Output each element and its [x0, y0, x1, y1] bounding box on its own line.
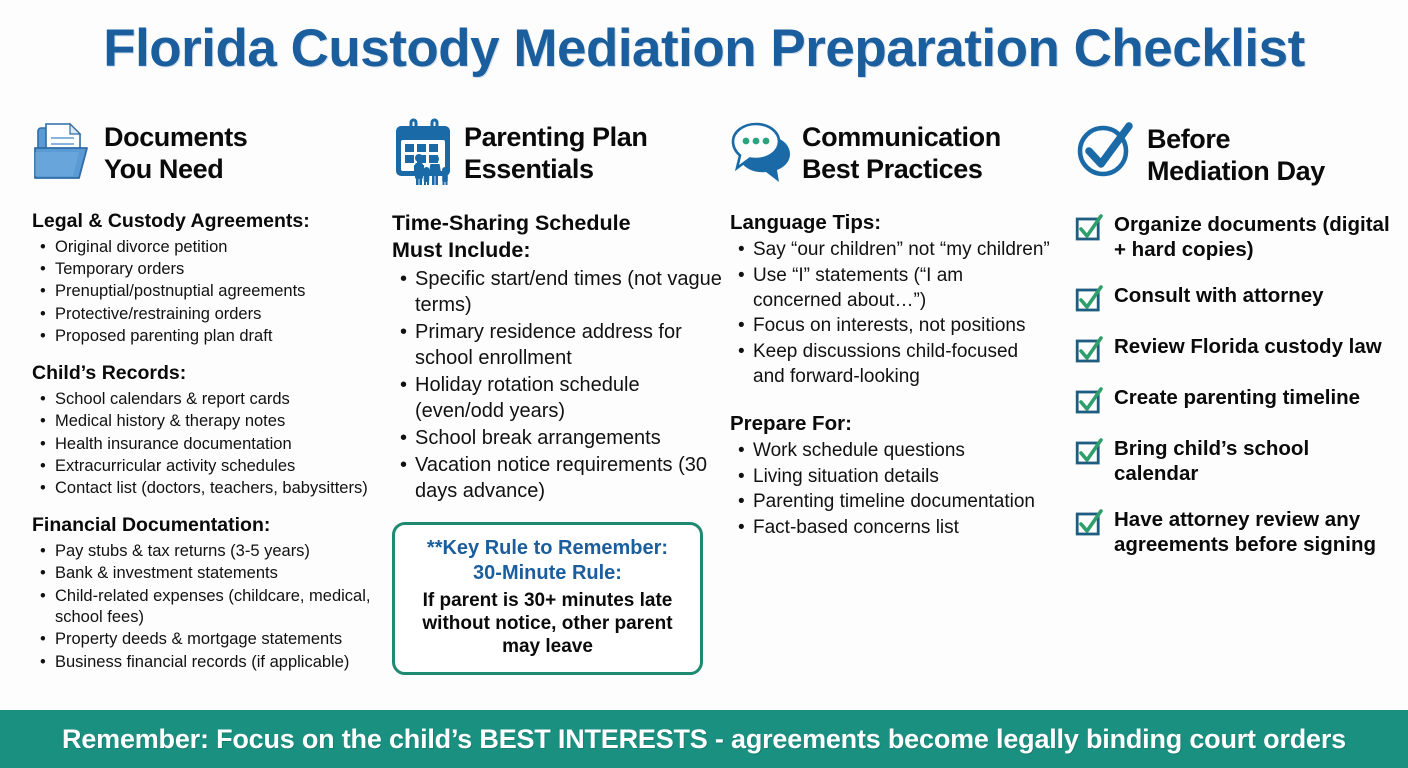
checklist-item[interactable]: [1075, 385, 1395, 415]
list-item: • Protective/restraining orders: [55, 304, 384, 325]
speech-bubbles-icon: [730, 118, 792, 190]
list-language-tips: [730, 238, 1050, 389]
list-item: • Focus on interests, not positions: [753, 314, 1050, 339]
heading-line-2: You Need: [104, 153, 224, 184]
heading-line-2: Mediation Day: [1147, 155, 1325, 186]
folder-documents-icon: [32, 118, 94, 190]
key-rule-callout-box: [392, 522, 703, 674]
column-heading: [464, 118, 647, 186]
checklist-item[interactable]: [1075, 212, 1395, 262]
column-parenting-plan-essentials: [392, 118, 722, 675]
heading-line-1: Communication: [802, 122, 1001, 152]
checklist-item-label: Have attorney review any agreements before signing: [1114, 508, 1377, 556]
checkbox-checked-icon[interactable]: [1075, 438, 1103, 466]
checkbox-checked-icon[interactable]: [1075, 509, 1103, 537]
checklist-item-label: Consult with attorney: [1114, 284, 1324, 307]
circle-check-icon: [1075, 118, 1137, 190]
spacer: [32, 500, 384, 514]
column-header: [32, 118, 384, 210]
checklist-item[interactable]: [1075, 436, 1395, 486]
spacer: [730, 391, 1050, 411]
list-item: • Living situation details: [753, 465, 1050, 490]
column-heading: [1147, 118, 1325, 188]
section-heading-language-tips: Language Tips:: [730, 211, 882, 234]
heading-line-2: Essentials: [464, 153, 594, 184]
heading-line-1: Parenting Plan: [464, 122, 648, 152]
list-item: • Work schedule questions: [753, 439, 1050, 464]
list-item: • Primary residence address for school enrollment: [415, 319, 722, 371]
list-item: • Prenuptial/postnuptial agreements: [55, 281, 384, 302]
list-item: • School break arrangements: [415, 425, 722, 451]
list-item: • Medical history & therapy notes: [55, 411, 384, 432]
section-heading-time-sharing: [392, 210, 722, 263]
heading-line-1: Documents: [104, 122, 248, 152]
heading-line-1: **Key Rule to Remember:: [426, 537, 669, 560]
list-item: • Property deeds & mortgage statements: [55, 629, 384, 650]
list-item: • Use “I” statements (“I am concerned about…”): [753, 264, 1050, 313]
footer-text: Remember: Focus on the child’s BEST INTERESTS - agreements become legally binding court orders: [62, 723, 1346, 754]
list-financial-documentation: [32, 541, 384, 673]
list-prepare-for: [730, 439, 1050, 541]
list-child-records: [32, 389, 384, 499]
heading-line-1: Time-Sharing Schedule: [392, 211, 631, 235]
list-item: • Keep discussions child-focused and forward-looking: [753, 340, 1050, 389]
column-header: [392, 118, 722, 210]
list-item: • Specific start/end times (not vague terms): [415, 266, 722, 318]
calendar-family-icon: [392, 118, 454, 190]
checklist-item-label: Create parenting timeline: [1114, 386, 1361, 409]
checklist-item-label: Bring child’s school calendar: [1114, 437, 1310, 485]
checkbox-checked-icon[interactable]: [1075, 336, 1103, 364]
key-rule-body: If parent is 30+ minutes late without notice, other parent may leave: [422, 590, 673, 658]
checklist-item[interactable]: [1075, 334, 1395, 364]
checkbox-checked-icon[interactable]: [1075, 387, 1103, 415]
heading-line-2: Must Include:: [392, 237, 531, 262]
footer-banner: [0, 710, 1408, 768]
list-item: • Temporary orders: [55, 259, 384, 280]
column-heading: [802, 118, 1001, 186]
column-before-mediation-day: [1075, 118, 1395, 578]
column-documents-you-need: [32, 118, 384, 674]
checklist-item[interactable]: [1075, 283, 1395, 313]
section-heading-financial: Financial Documentation:: [32, 514, 271, 537]
list-item: • Health insurance documentation: [55, 434, 384, 455]
section-heading-legal: Legal & Custody Agreements:: [32, 210, 310, 232]
section-heading-child-records: Child’s Records:: [32, 362, 187, 385]
section-heading-prepare-for: Prepare For:: [730, 411, 852, 435]
list-item: • Holiday rotation schedule (even/odd years): [415, 372, 722, 424]
heading-line-1: Before: [1147, 124, 1231, 154]
list-item: • Parenting timeline documentation: [753, 490, 1050, 515]
page-title: Florida Custody Mediation Preparation Checklist: [103, 19, 1305, 78]
list-item: • Business financial records (if applicable): [55, 652, 384, 673]
column-communication-best-practices: [730, 118, 1050, 542]
list-item: • School calendars & report cards: [55, 389, 384, 410]
list-item: • Vacation notice requirements (30 days advance): [415, 452, 722, 504]
heading-line-2: 30-Minute Rule:: [473, 561, 622, 584]
checklist: [1075, 212, 1395, 557]
checkbox-checked-icon[interactable]: [1075, 214, 1103, 242]
column-header: [730, 118, 1050, 210]
list-item: • Fact-based concerns list: [753, 516, 1050, 541]
key-rule-heading: [409, 536, 686, 585]
checkbox-checked-icon[interactable]: [1075, 285, 1103, 313]
list-item: • Proposed parenting plan draft: [55, 326, 384, 347]
list-legal-agreements: [32, 237, 384, 347]
list-item: • Bank & investment statements: [55, 563, 384, 584]
spacer: [32, 348, 384, 362]
list-item: • Child-related expenses (childcare, medical, school fees): [55, 586, 384, 629]
checklist-item-label: Organize documents (digital + hard copies): [1114, 213, 1390, 261]
list-item: • Original divorce petition: [55, 237, 384, 258]
column-header: [1075, 118, 1395, 210]
checklist-item[interactable]: [1075, 507, 1395, 557]
list-item: • Say “our children” not “my children”: [753, 238, 1050, 263]
list-item: • Extracurricular activity schedules: [55, 456, 384, 477]
column-heading: [104, 118, 247, 186]
list-item: • Contact list (doctors, teachers, babysitters): [55, 478, 384, 499]
list-item: • Pay stubs & tax returns (3-5 years): [55, 541, 384, 562]
columns-container: [0, 118, 1408, 698]
heading-line-2: Best Practices: [802, 153, 983, 184]
checklist-item-label: Review Florida custody law: [1114, 335, 1382, 358]
list-time-sharing-schedule: [392, 266, 722, 504]
